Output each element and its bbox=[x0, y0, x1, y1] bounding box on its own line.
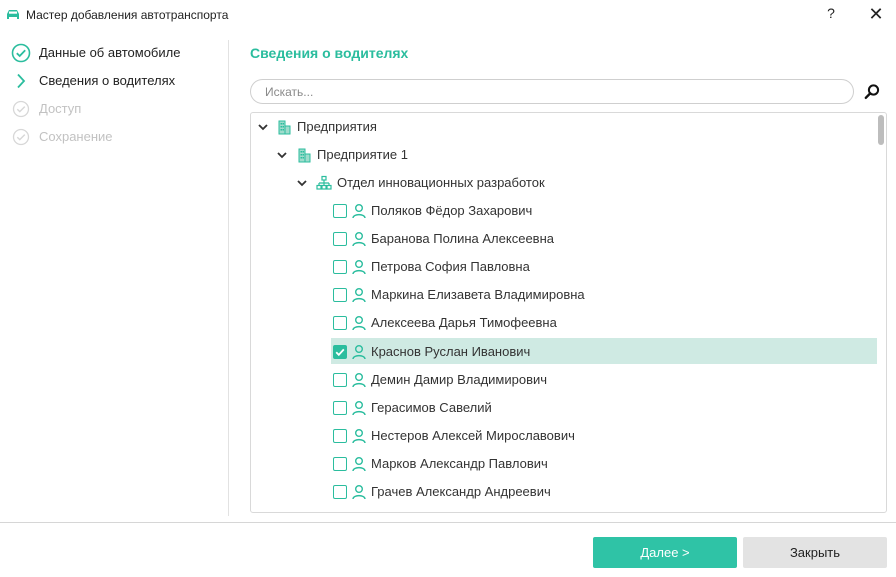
person-icon bbox=[351, 315, 367, 331]
person-checkbox[interactable] bbox=[333, 457, 347, 471]
section-title: Сведения о водителях bbox=[250, 45, 409, 61]
step-label: Сохранение bbox=[39, 129, 113, 144]
person-name: Баранова Полина Алексеевна bbox=[371, 231, 554, 246]
person-icon bbox=[351, 203, 367, 219]
step-label: Сведения о водителях bbox=[39, 73, 176, 88]
person-name: Герасимов Савелий bbox=[371, 400, 492, 415]
next-button[interactable]: Далее > bbox=[593, 537, 737, 568]
close-button[interactable]: Закрыть bbox=[743, 537, 887, 568]
chevron-down-icon[interactable] bbox=[276, 149, 288, 161]
person-name: Алексеева Дарья Тимофеевна bbox=[371, 315, 557, 330]
person-name: Демин Дамир Владимирович bbox=[371, 372, 548, 387]
person-checkbox[interactable] bbox=[333, 204, 347, 218]
step-drivers[interactable] bbox=[0, 66, 228, 94]
wizard-steps bbox=[0, 38, 228, 150]
footer-divider bbox=[0, 522, 896, 523]
check-circle-icon bbox=[11, 43, 31, 63]
chevron-down-icon[interactable] bbox=[296, 177, 308, 189]
title-bar bbox=[0, 0, 896, 32]
person-icon bbox=[351, 456, 367, 472]
check-circle-icon bbox=[11, 127, 31, 147]
person-checkbox[interactable] bbox=[333, 373, 347, 387]
search-icon[interactable] bbox=[863, 83, 881, 101]
tree-node-label: Предприятие 1 bbox=[317, 147, 408, 162]
chevron-right-icon bbox=[11, 71, 31, 91]
tree-node-person[interactable] bbox=[251, 281, 886, 309]
person-name: Марков Александр Павлович bbox=[371, 456, 548, 471]
person-name: Поляков Фёдор Захарович bbox=[371, 203, 533, 218]
person-icon bbox=[351, 344, 367, 360]
tree-node-person-selected[interactable] bbox=[251, 338, 886, 366]
person-icon bbox=[351, 259, 367, 275]
tree-node-person[interactable] bbox=[251, 366, 886, 394]
tree-node-department[interactable] bbox=[251, 169, 886, 197]
building-icon bbox=[296, 147, 312, 163]
window-title: Мастер добавления автотранспорта bbox=[26, 8, 229, 22]
person-icon bbox=[351, 372, 367, 388]
checkmark-icon bbox=[334, 346, 346, 358]
step-car-data[interactable] bbox=[0, 38, 228, 66]
person-name: Грачев Александр Андреевич bbox=[371, 484, 551, 499]
person-checkbox[interactable] bbox=[333, 232, 347, 246]
person-icon bbox=[351, 428, 367, 444]
check-circle-icon bbox=[11, 99, 31, 119]
tree-node-person[interactable] bbox=[251, 394, 886, 422]
chevron-down-icon[interactable] bbox=[257, 121, 269, 133]
building-icon bbox=[276, 119, 292, 135]
person-checkbox-checked[interactable] bbox=[333, 345, 347, 359]
person-checkbox[interactable] bbox=[333, 429, 347, 443]
tree-node-label: Предприятия bbox=[297, 119, 377, 134]
tree-node-person[interactable] bbox=[251, 309, 886, 337]
tree-node-root[interactable] bbox=[251, 113, 886, 141]
car-icon bbox=[6, 9, 20, 21]
step-label: Данные об автомобиле bbox=[39, 45, 181, 60]
org-structure-icon bbox=[316, 175, 332, 191]
close-window-button[interactable]: ✕ bbox=[868, 4, 884, 24]
person-checkbox[interactable] bbox=[333, 316, 347, 330]
steps-divider bbox=[228, 40, 229, 516]
tree-node-person[interactable] bbox=[251, 450, 886, 478]
search-input[interactable] bbox=[251, 80, 853, 103]
tree-node-person[interactable] bbox=[251, 422, 886, 450]
person-name: Петрова София Павловна bbox=[371, 259, 530, 274]
person-checkbox[interactable] bbox=[333, 288, 347, 302]
drivers-tree[interactable] bbox=[250, 112, 887, 513]
tree-node-person[interactable] bbox=[251, 478, 886, 506]
person-checkbox[interactable] bbox=[333, 260, 347, 274]
person-icon bbox=[351, 484, 367, 500]
person-name: Краснов Руслан Иванович bbox=[371, 344, 531, 359]
help-button[interactable]: ? bbox=[827, 5, 835, 21]
person-name: Маркина Елизавета Владимировна bbox=[371, 287, 585, 302]
tree-node-company[interactable] bbox=[251, 141, 886, 169]
step-access bbox=[0, 94, 228, 122]
step-label: Доступ bbox=[39, 101, 82, 116]
person-name: Нестеров Алексей Мирославович bbox=[371, 428, 575, 443]
tree-node-person[interactable] bbox=[251, 225, 886, 253]
person-icon bbox=[351, 400, 367, 416]
person-icon bbox=[351, 231, 367, 247]
step-save bbox=[0, 122, 228, 150]
search-box bbox=[250, 79, 854, 104]
person-checkbox[interactable] bbox=[333, 485, 347, 499]
tree-node-person[interactable] bbox=[251, 253, 886, 281]
person-checkbox[interactable] bbox=[333, 401, 347, 415]
tree-node-person[interactable] bbox=[251, 197, 886, 225]
person-icon bbox=[351, 287, 367, 303]
tree-node-label: Отдел инновационных разработок bbox=[337, 175, 545, 190]
